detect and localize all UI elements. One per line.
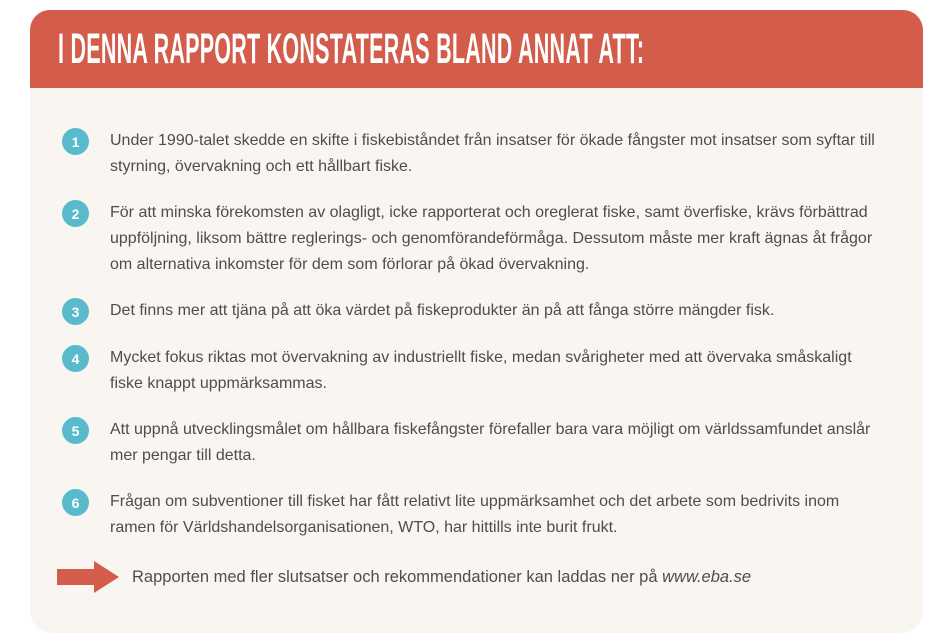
report-summary-card — [30, 10, 923, 633]
finding-item — [62, 200, 883, 278]
finding-item — [62, 298, 883, 325]
download-note-prefix: Rapporten med fler slutsatser och rekommendationer kan laddas ner på — [132, 567, 663, 586]
finding-text: Mycket fokus riktas mot övervakning av industriellt fiske, medan svårigheter med att övervaka småskaligt fiske knappt uppmärksammas. — [110, 349, 852, 392]
finding-text: För att minska förekomsten av olagligt, icke rapporterat och oreglerat fiske, samt överfiske, krävs förbättrad uppföljning, liksom bättre reglerings- och genomförandeförmåga. Dessutom måste mer kraft ägnas åt frågor om alternativa inkomster för dem som förlorar på ökad övervakning. — [110, 204, 873, 273]
download-note-text — [132, 568, 751, 587]
finding-text: Det finns mer att tjäna på att öka värdet på fiskeprodukter än på att fånga större mängder fisk. — [110, 302, 775, 319]
number-badge: 4 — [62, 345, 89, 372]
number-badge: 3 — [62, 298, 89, 325]
arrow-head — [94, 561, 119, 593]
number-badge: 2 — [62, 200, 89, 227]
number-badge: 5 — [62, 417, 89, 444]
finding-text: Att uppnå utvecklingsmålet om hållbara fiskefångster förefaller bara vara möjligt om världssamfundet anslår mer pengar till detta. — [110, 421, 871, 464]
arrow-body — [57, 569, 94, 585]
finding-item — [62, 128, 883, 180]
finding-text: Under 1990-talet skedde en skifte i fiskebiståndet från insatser för ökade fångster mot insatser som syftar till styrning, övervakning och ett hållbart fiske. — [110, 132, 875, 175]
finding-text: Frågan om subventioner till fisket har fått relativt lite uppmärksamhet och det arbete som bedrivits inom ramen för Världshandelsorganisationen, WTO, har hittills inte burit frukt. — [110, 493, 840, 536]
eba-url: www.eba.se — [662, 567, 752, 586]
number-badge: 1 — [62, 128, 89, 155]
header-banner — [30, 10, 923, 88]
download-note — [57, 561, 883, 593]
number-badge: 6 — [62, 489, 89, 516]
finding-item — [62, 489, 883, 541]
findings-list — [30, 88, 923, 633]
page-title: I DENNA RAPPORT KONSTATERAS BLAND ANNAT ATT: — [58, 24, 645, 73]
arrow-right-icon — [57, 561, 119, 593]
finding-item — [62, 417, 883, 469]
finding-item — [62, 345, 883, 397]
